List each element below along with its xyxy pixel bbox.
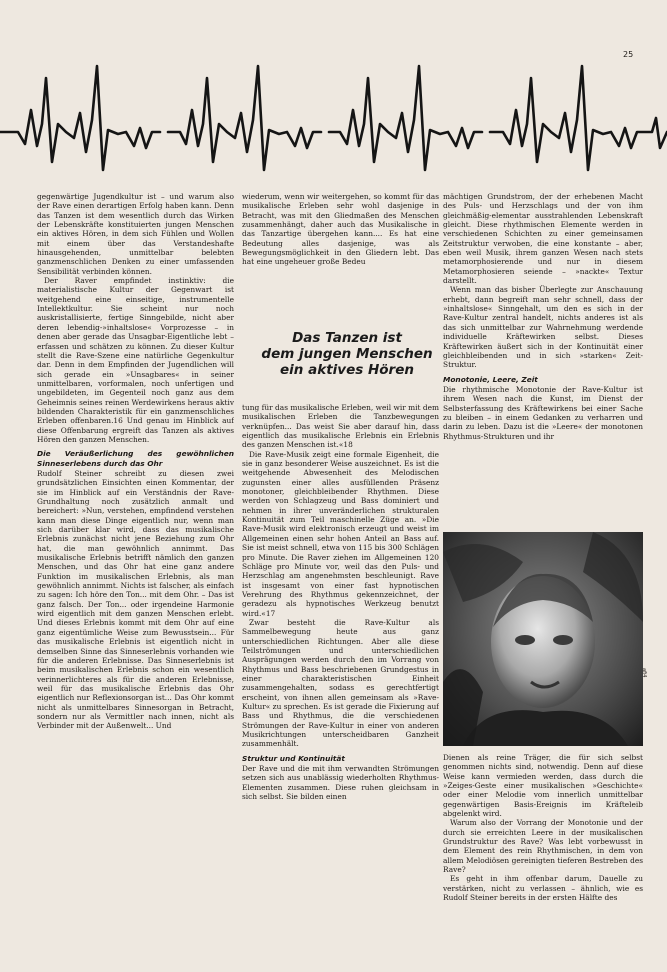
paragraph: Zwar besteht die Rave-Kultur als Sammelbewegung heute aus ganz unterschiedlichen Richtungen. Aber alle diese Teilströmungen und unterschiedlichen Ausprägungen werden durch den im Vorrang von Rhythmus und Bass beschriebenen Grundgestus in einer charakteristischen Einheit zusammengehalten, sodass es gerechtfertigt erscheint, von ihnen allen gemeinsam als »Rave-Kultur« zu sprechen. Es ist gerade die Fixierung auf Bass und Rhythmus, die die verschiedenen Strömungen der Rave-Kultur in einer von anderen Musikrichtungen unterscheidbaren Ganzheit zusammenhält. [242,617,439,749]
page-number: 25 [623,50,634,59]
pull-quote-line: Das Tanzen ist [292,330,402,346]
photo-credit: afi4 [641,668,647,678]
section-heading: Monotonie, Leere, Zeit [443,374,538,384]
pull-quote-line: dem jungen Menschen [261,346,433,362]
paragraph: Die rhythmische Monotonie der Rave-Kultur ist ihrem Wesen nach die Kunst, im Dienst der Selbsterfassung des Kräftewirkens bei einer Sache zu bleiben – in einem Gedanken zu verharren und darin zu leben. Dazu ist die »Leere« der monotonen Rhythmus-Strukturen und ihr [443,384,643,441]
text-column-1 [37,192,234,952]
paragraph: Rudolf Steiner schreibt zu diesen zwei grundsätzlichen Einsichten einen Kommentar, der sie im Hinblick auf ein Verständnis der Rave-Grundhaltung noch zusätzlich anmalt und bereichert: »Nun, verstehen, empfindend verstehen kann man diese Dinge eigentlich nur, wenn man sich darüber klar wird, dass das musikalische Erlebnis zunächst nicht jene Beziehung zum Ohr hat, die man gewöhnlich annimmt. Das musikalische Erlebnis betrifft nämlich den ganzen Menschen, und das Ohr hat eine ganz andere Funktion im musikalischen Erlebnis, als man gewöhnlich annimmt. Nichts ist falscher, als einfach zu sagen: Ich höre den Ton... mit dem Ohr. – Das ist ganz falsch. Der Ton... oder irgendeine Harmonie wird eigentlich mit dem ganzen Menschen erlebt. Und dieses Erlebnis kommt mit dem Ohr auf eine ganz eigentümliche Weise zum Bewusstsein... Für das musikalische Erlebnis ist eigentlich nicht in demselben Sinne das Sinneserlebnis vorhanden wie für die anderen Erlebnisse. Das Sinneserlebnis ist beim musikalischen Erlebnis schon ein wesentlich verinnerlichteres als für die anderen Erlebnisse, weil für das musikalische Erlebnis das Ohr eigentlich nur Reflexionsorgan ist... Das Ohr kommt nicht als unmittelbares Sinnesorgan in Betracht, sondern nur als Vermittler nach innen, nicht als Verbinder mit der Außenwelt... Und [37,468,234,731]
text-column-3-top [443,192,643,528]
section-heading: Struktur und Kontinuität [242,753,345,763]
paragraph: wiederum, wenn wir weitergehen, so kommt für das musikalische Erleben sehr wohl dasjenige in Betracht, was mit den Gliedmaßen des Menschen zusammenhängt, daher auch das Musikalische in das Tanzartige übergehen kann.... Es hat eine Bedeutung alles dasjenige, was als Bewegungsmöglichkeit in den Gliedern lebt. Das hat eine ungeheuer große Bedeu [242,192,439,267]
paragraph: Der Raver empfindet instinktiv: die materialistische Kultur der Gegenwart ist weitgehend eine einseitige, instrumentelle Intellektkultur. Sie scheint nur noch auskristallisierte, fertige Sinngebilde, nicht aber deren lebendig-»inhaltslose« Vorprozesse – in denen aber gerade das Unsagbar-Eigentliche lebt – erfassen und schätzen zu können. Zu dieser Kultur stellt die Rave-Szene eine natürliche Gegenkultur dar. Denn in dem Empfinden der Jugendlichen will sich gerade ein »Unsagbares« in seiner unmittelbaren, vorformalen, noch unfertigen und ungebildeten, im Gegenteil noch ganz aus dem Geheimnis seines reinen Werdewirkens heraus aktiv bildenden Charakteristik für ein ganzmenschliches Erleben offenbaren.16 Und genau im Hinblick auf diese Offenbarung ergreift das Tanzen als aktives Hören den ganzen Menschen. [37,276,234,444]
paragraph: Dienen als reine Träger, die für sich selbst genommen nichts sind, notwendig. Denn auf diese Weise kann vermieden werden, dass durch die »Zeiges-Geste einer musikalischen »Geschichte« oder einer Melodie vom innerlich unmittelbar gegenwärtigen Basis-Ereignis im Kräfteleib abgelenkt wird. [443,753,643,819]
text-column-2-bottom [242,403,439,953]
paragraph: Warum also der Vorrang der Monotonie und der durch sie erreichten Leere in der musikalischen Grundstruktur des Rave? Was lebt vorbewusst in dem Element des rein Rhythmischen, in dem von allem Melodiösen gereinigten tieferen Bestreben des Rave? [443,818,643,875]
paragraph: mächtigen Grundstrom, der der erhebenen Macht des Puls- und Herzschlags und der von ihm gleichmäßig-elementar ausstrahlenden Lebenskraft gleicht. Diese rhythmischen Elemente werden in verschiedenen Schichten zu einer gemeinsamen Zeitstruktur verwoben, die eine konstante – aber, eben weil Musik, ihrem ganzen Wesen nach stets metamorphosierende und nur in diesem Metamorphosieren seiende – »nackte« Textur darstellt. [443,192,643,286]
paragraph: Es geht in ihm offenbar darum, Dauelle zu verstärken, nicht zu verlassen – ähnlich, wie es Rudolf Steiner bereits in der ersten Hälfte des [443,874,643,903]
paragraph: Wenn man das bisher Überlegte zur Anschauung erhebt, dann begreift man sehr schnell, dass der »inhaltslose« Sinngehalt, um den es sich in der Rave-Kultur zentral handelt, nichts anderes ist als das sich unmittelbar zur Wahrnehmung werdende individuelle Kräftewirken selbst. Dieses Kräftewirken äußert sich in der Kontinuität einer gleichbleibenden und in sich »starken« Zeit-Struktur. [443,285,643,370]
paragraph: Die Rave-Musik zeigt eine formale Eigenheit, die sie in ganz besonderer Weise auszeichnet. Es ist die weitgehende Abwesenheit des Melodischen zugunsten einer alles ausfüllenden Präsenz monotoner, gleichbleibender Rhythmen. Diese werden von Schlagzeug und Bass dominiert und nehmen in ihrer unveränderlichen strukturalen Kontinuität zum Teil maschinelle Züge an. »Die Rave-Musik wird elektronisch erzeugt und weist im Allgemeinen einen sehr hohen Anteil an Bass auf. Sie ist meist schnell, etwa von 115 bis 300 Schlägen pro Minute. Die Raver ziehen im Allgemeinen 120 Schläge pro Minute vor, weil das den Puls- und Herzschlag am angenehmsten beschleunigt. Rave ist insgesamt von einer fast hypnotischen Verehrung des Rhythmus gekennzeichnet, der geradezu als hypnotisches Werkzeug benutzt wird.«17 [242,449,439,618]
paragraph: Der Rave und die mit ihm verwandten Strömungen setzen sich aus unablässig wiederholten Rhythmus-Elementen zusammen. Diese ruhen gleichsam in sich selbst. Sie bilden einen [242,764,439,802]
text-column-2-top [242,192,439,306]
ecg-heartbeat-graphic [0,58,667,188]
paragraph: tung für das musikalische Erleben, weil wir mit dem musikalischen Erleben die Tanzbewegungen verknüpfen... Das weist Sie aber darauf hin, dass eigentlich das musikalische Erlebnis ein Erlebnis des ganzen Menschen ist.«18 [242,403,439,450]
photo-person-dancing [443,532,643,746]
pull-quote [256,312,438,396]
text-column-3-bottom [443,753,643,953]
section-heading: Die Veräußerlichung des gewöhnlichen Sinneserlebens durch das Ohr [37,449,234,468]
pull-quote-line: ein aktives Hören [280,362,414,378]
paragraph: gegenwärtige Jugendkultur ist – und warum also der Rave einen derartigen Erfolg haben kann. Denn das Tanzen ist dem wesentlich durch das Wirken der Lebenskräfte konstituierten jungen Menschen ein aktives Hören, in dem sich Fühlen und Wollen mit einem über das Verstandeshafte hinausgehenden, unmittelbar belebten ganzmenschlichen Denken zu einer umfassenden Sensibilität verbinden können. [37,192,234,276]
